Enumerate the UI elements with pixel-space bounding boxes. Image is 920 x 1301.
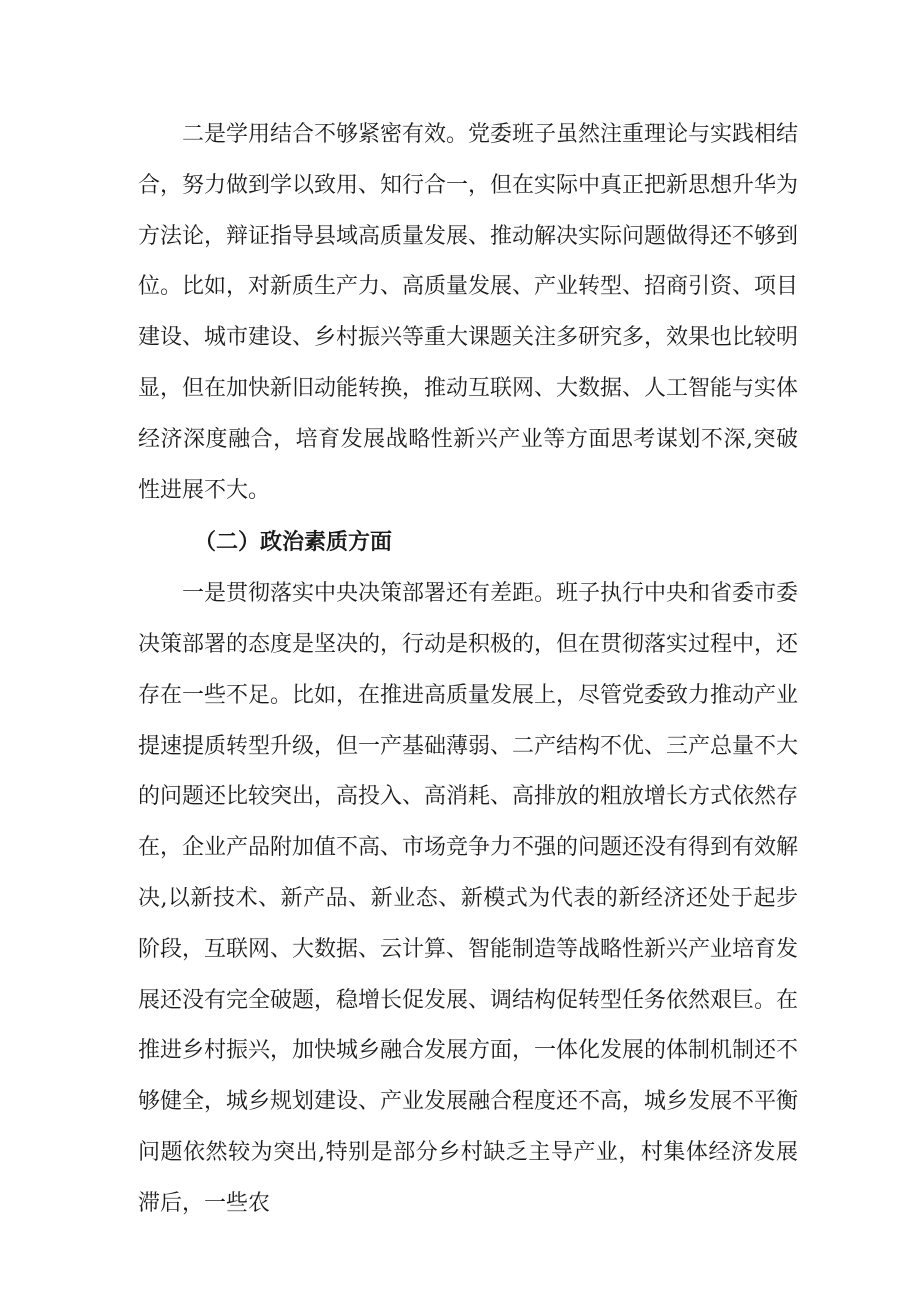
document-body	[138, 110, 798, 1230]
section-heading-political-quality: （二）政治素质方面	[194, 530, 393, 556]
paragraph-study-application: 二是学用结合不够紧密有效。党委班子虽然注重理论与实践相结合，努力做到学以致用、知行合一，但在实际中真正把新思想升华为方法论，辩证指导县域高质量发展、推动解决实际问题做得还不够到位。比如，对新质生产力、高质量发展、产业转型、招商引资、项目建设、城市建设、乡村振兴等重大课题关注多研究多，效果也比较明显，但在加快新旧动能转换，推动互联网、大数据、人工智能与实体经济深度融合，培育发展战略性新兴产业等方面思考谋划不深,突破性进展不大。	[138, 122, 799, 503]
paragraph-implementation: 一是贯彻落实中央决策部署还有差距。班子执行中央和省委市委决策部署的态度是坚决的，行动是积极的，但在贯彻落实过程中，还存在一些不足。比如，在推进高质量发展上，尽管党委致力推动产业提速提质转型升级，但一产基础薄弱、二产结构不优、三产总量不大的问题还比较突出，高投入、高消耗、高排放的粗放增长方式依然存在，企业产品附加值不高、市场竞争力不强的问题还没有得到有效解决,以新技术、新产品、新业态、新模式为代表的新经济还处于起步阶段，互联网、大数据、云计算、智能制造等战略性新兴产业培育发展还没有完全破题，稳增长促发展、调结构促转型任务依然艰巨。在推进乡村振兴，加快城乡融合发展方面，一体化发展的体制机制还不够健全，城乡规划建设、产业发展融合程度还不高，城乡发展不平衡问题依然较为突出,特别是部分乡村缺乏主导产业，村集体经济发展滞后，一些农	[138, 581, 799, 1216]
